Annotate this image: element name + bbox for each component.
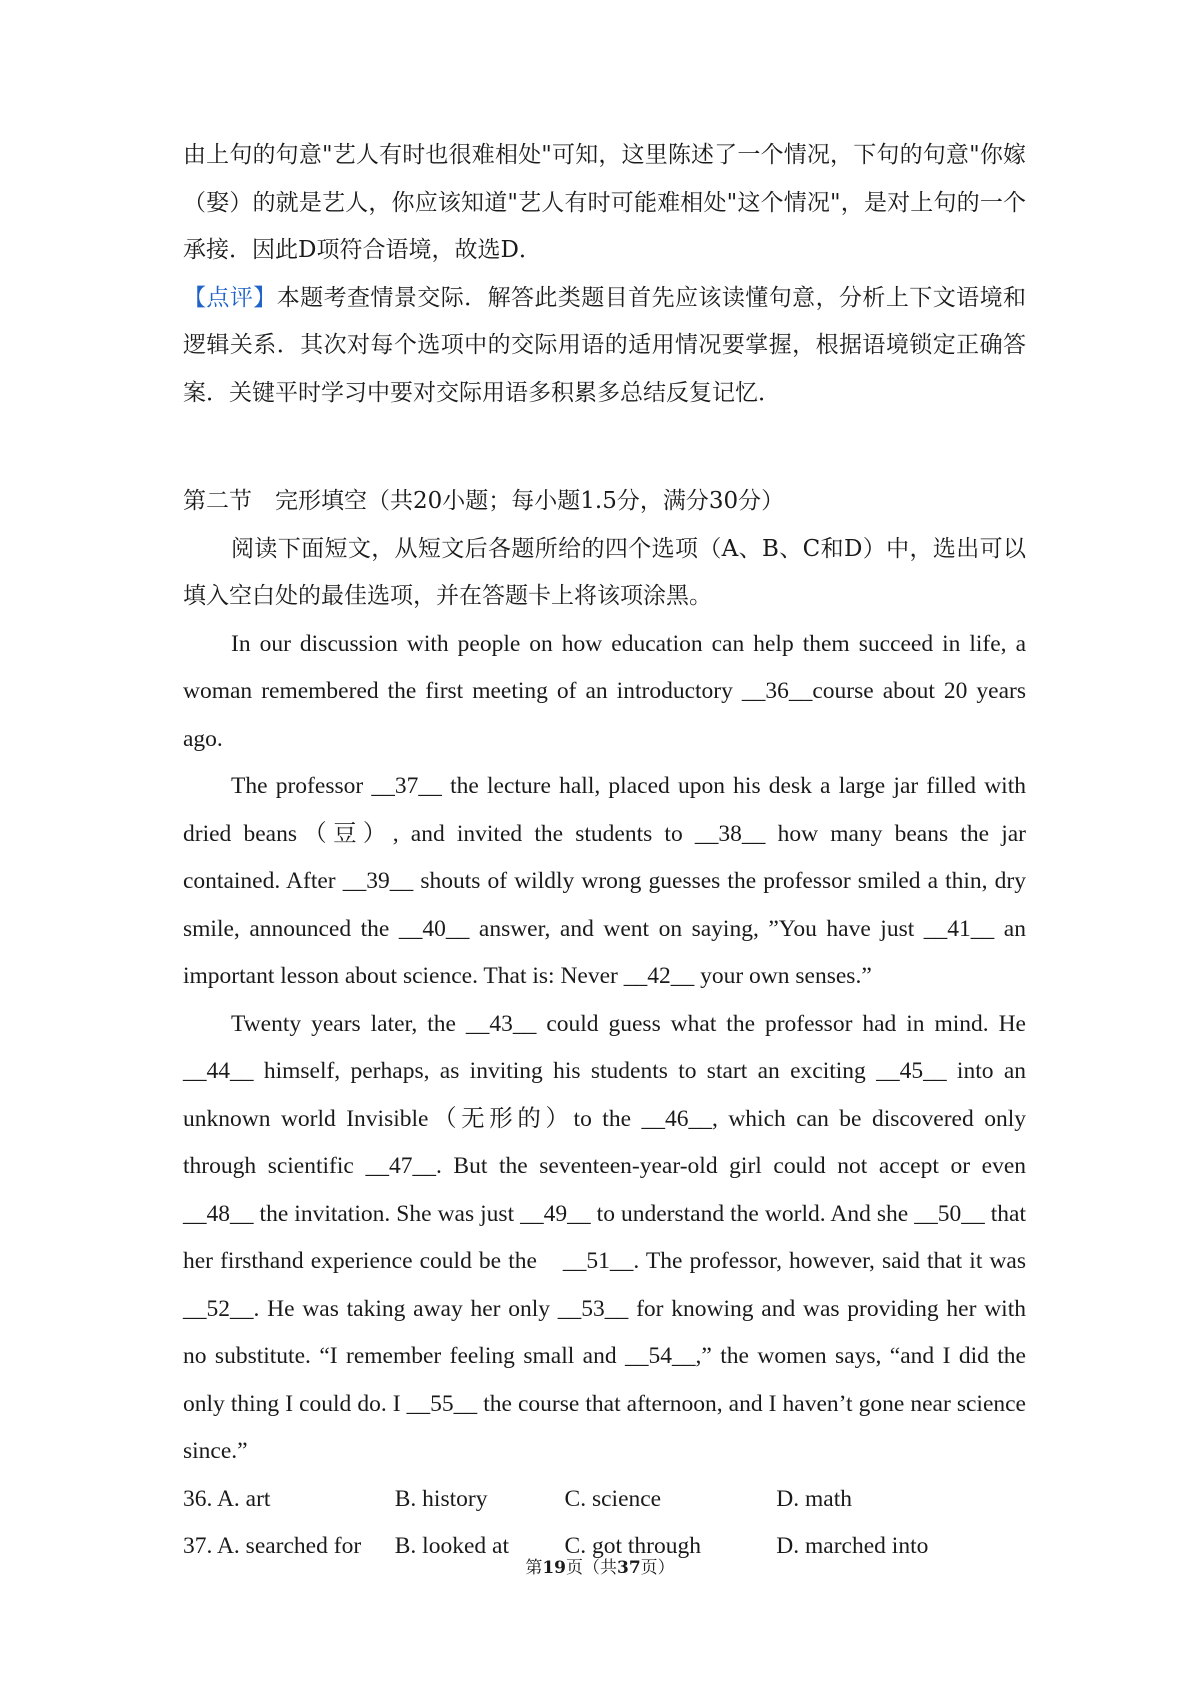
page-footer [0,1556,1200,1580]
footer-suffix: 页） [640,1558,675,1578]
section-heading: 第二节 完形填空（共20小题；每小题1.5分，满分30分） [183,488,785,514]
option-d: D. marched into [776,1533,929,1559]
option-c: C. science [564,1485,662,1512]
explanation-paragraph: 由上句的句意"艺人有时也很难相处"可知，这里陈述了一个情况，下句的句意"你嫁（娶）的就是艺人，你应该知道"艺人有时可能难相处"这个情况"，是对上句的一个承接．因此D项符合语境，故选D． [183,142,1026,263]
passage-paragraph-1: In our discussion with people on how education can help them succeed in life, a woman remembered the first meeting of an introductory __36__course about 20 years ago. [183,630,1026,752]
comment-tag: 【点评】 [183,284,277,311]
footer-total-pages: 37 [617,1558,641,1578]
option-a: 36. A. art [183,1485,271,1512]
option-c: C. got through [564,1533,701,1559]
section-instructions: 阅读下面短文，从短文后各题所给的四个选项（A、B、C和D）中，选出可以填入空白处的最佳选项，并在答题卡上将该项涂黑。 [183,535,1026,609]
comment-text: 本题考查情景交际．解答此类题目首先应该读懂句意，分析上下文语境和逻辑关系．其次对每个选项中的交际用语的适用情况要掌握，根据语境锁定正确答案．关键平时学习中要对交际用语多积累多总结反复记忆． [183,284,1027,406]
question-36-options [183,1476,1026,1524]
explanation-block [183,132,1026,417]
cloze-section [183,478,1026,1571]
footer-page-number: 19 [542,1558,566,1578]
comment-paragraph [183,275,1026,418]
footer-middle: 页（共 [566,1558,617,1578]
option-a: 37. A. searched for [183,1533,362,1559]
passage-paragraph-2: The professor __37__ the lecture hall, placed upon his desk a large jar filled with dried beans（豆）, and invited the students to __38__ how many beans the jar contained. After __39__ shouts of wildly wrong guesses the professor smiled a thin, dry smile, announced the __40__ answer, and went on saying, ”You have just __41__ an important lesson about science. That is: Never __42__ your own senses.” [183,773,1026,989]
option-d: D. math [776,1485,853,1512]
option-b: B. history [394,1485,488,1512]
option-b: B. looked at [394,1533,509,1559]
passage-paragraph-3: Twenty years later, the __43__ could guess what the professor had in mind. He __44__ himself, perhaps, as inviting his students to start an exciting __45__ into an unknown world Invisible（无形的）to the __46__, which can be discovered only through scientific __47__. But the seventeen-year-old girl could not accept or even __48__ the invitation. She was just __49__ to understand the world. And she __50__ that her firsthand experience could be the __51__. The professor, however, said that it was __52__. He was taking away her only __53__ for knowing and was providing her with no substitute. “I remember feeling small and __54__,” the women says, “and I did the only thing I could do. I __55__ the course that afternoon, and I haven’t gone near science since.” [183,1010,1026,1464]
footer-prefix: 第 [525,1558,543,1578]
